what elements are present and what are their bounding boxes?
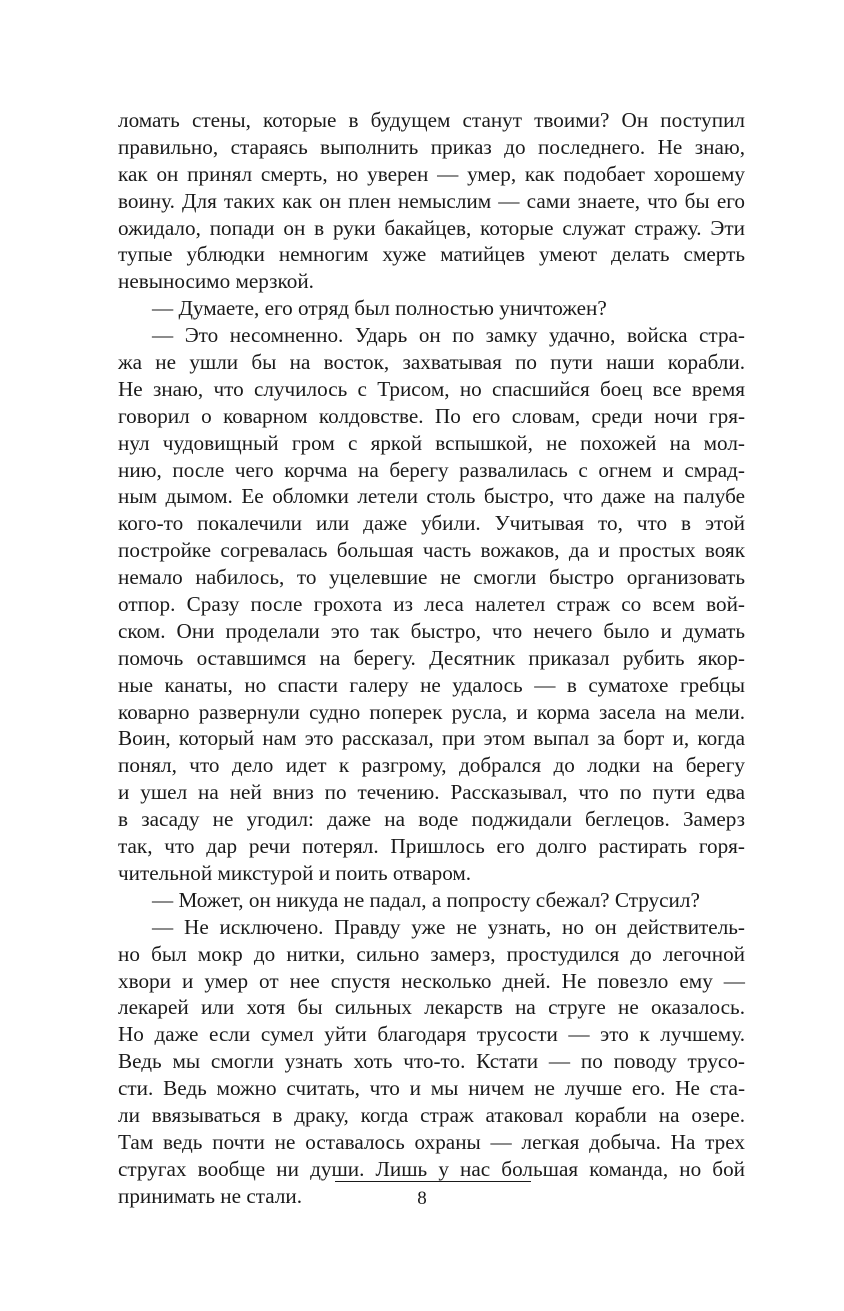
text-line: немало набилось, то уцелевшие не смогли быстро организовать — [118, 565, 745, 590]
text-line: ском. Они проделали это так быстро, что нечего было и думать — [118, 618, 745, 643]
text-line: тупые ублюдки немногим хуже матийцев умеют делать смерть — [118, 242, 745, 267]
text-line: невыносимо мерзкой. — [118, 269, 314, 294]
text-line: Но даже если сумел уйти благодаря трусости — это к лучшему. — [118, 1022, 745, 1047]
text-line: и ушел на ней вниз по течению. Рассказывал, что по пути едва — [118, 780, 745, 805]
text-line: ожидало, попади он в руки бакайцев, которые служат стражу. Эти — [118, 215, 745, 240]
text-line: кого-то покалечили или даже убили. Учитывая то, что в этой — [118, 511, 745, 536]
footer-rule — [335, 1181, 531, 1182]
text-line: коварно развернули судно поперек русла, и корма засела на мели. — [118, 699, 745, 724]
text-line: лекарей или хотя бы сильных лекарств на струге не оказалось. — [118, 995, 745, 1020]
text-line: Не знаю, что случилось с Трисом, но спасшийся боец все время — [118, 376, 745, 401]
text-line: в засаду не угодил: даже на воде поджидали беглецов. Замерз — [118, 807, 745, 832]
text-line: сти. Ведь можно считать, что и мы ничем не лучше его. Не ста- — [118, 1076, 745, 1101]
text-line: правильно, стараясь выполнить приказ до последнего. Не знаю, — [118, 134, 745, 159]
text-line: ли ввязываться в драку, когда страж атаковал корабли на озере. — [118, 1102, 745, 1127]
text-line: жа не ушли бы на восток, захватывая по пути наши корабли. — [118, 350, 745, 375]
text-line: понял, что дело идет к разгрому, добрался до лодки на берегу — [118, 753, 745, 778]
text-line: говорил о коварном колдовстве. По его словам, среди ночи гря- — [118, 403, 745, 428]
text-line: стругах вообще ни души. Лишь у нас большая команда, но бой — [118, 1156, 745, 1181]
text-line: — Это несомненно. Ударь он по замку удачно, войска стра- — [152, 323, 745, 348]
text-line: — Не исключено. Правду уже не узнать, но он действитель- — [152, 914, 745, 939]
text-line: но был мокр до нитки, сильно замерз, простудился до легочной — [118, 941, 745, 966]
text-line: воину. Для таких как он плен немыслим — сами знаете, что бы его — [118, 188, 745, 213]
text-line: Там ведь почти не оставалось охраны — легкая добыча. На трех — [118, 1129, 745, 1154]
text-line: помочь оставшимся на берегу. Десятник приказал рубить якор- — [118, 645, 745, 670]
text-line: нул чудовищный гром с яркой вспышкой, не похожей на мол- — [118, 430, 745, 455]
text-line: — Может, он никуда не падал, а попросту сбежал? Струсил? — [152, 887, 700, 912]
text-line: ным дымом. Ее обломки летели столь быстро, что даже на палубе — [118, 484, 745, 509]
text-line: отпор. Сразу после грохота из леса налетел страж со всем вой- — [118, 592, 745, 617]
page-number: 8 — [417, 1188, 427, 1209]
text-line: ные канаты, но спасти галеру не удалось — в суматохе гребцы — [118, 672, 745, 697]
text-line: хвори и умер от нее спустя несколько дней. Не повезло ему — — [118, 968, 745, 993]
text-line: — Думаете, его отряд был полностью уничтожен? — [152, 296, 607, 321]
text-line: чительной микстурой и поить отваром. — [118, 860, 472, 885]
text-line: ломать стены, которые в будущем станут твоими? Он поступил — [118, 108, 745, 132]
text-line: постройке согревалась большая часть вожаков, да и простых вояк — [118, 538, 745, 563]
text-line: Воин, который нам это рассказал, при этом выпал за борт и, когда — [118, 726, 745, 751]
text-line: нию, после чего корчма на берегу развалилась с огнем и смрад- — [118, 457, 745, 482]
text-line: так, что дар речи потерял. Пришлось его долго растирать горя- — [118, 834, 745, 859]
text-line: Ведь мы смогли узнать хоть что-то. Кстати — по поводу трусо- — [118, 1049, 745, 1074]
text-line: как он принял смерть, но уверен — умер, как подобает хорошему — [118, 161, 745, 186]
text-line: принимать не стали. — [118, 1183, 303, 1208]
page-body — [118, 107, 745, 1210]
